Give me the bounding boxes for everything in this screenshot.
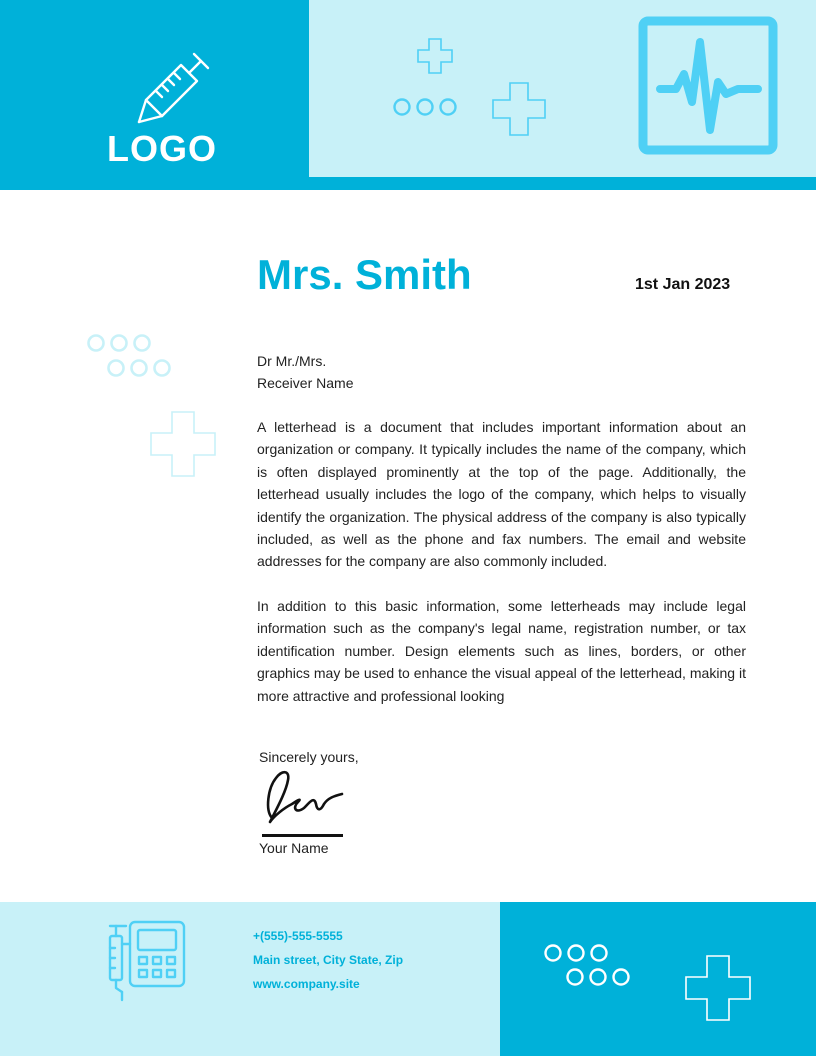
footer-address: Main street, City State, Zip [253,953,404,967]
footer-contact-panel [0,902,500,1056]
header-accent-strip [309,177,816,190]
footer-website: www.company.site [253,977,360,991]
signature [262,766,346,830]
plus-icon [492,82,546,136]
dots-icon [542,942,634,988]
dots-icon [86,334,174,378]
closing-text: Sincerely yours, [259,749,359,765]
letter-title: Mrs. Smith [257,251,472,298]
letter-date: 1st Jan 2023 [635,276,731,293]
body-paragraph: In addition to this basic information, some letterheads may include legal information such as the company's legal name, registration number, or tax identification number. Design elements such as lines, borders, or other graphics may be used to enhance the visual appeal of the letterhead, making it more attractive and professional looking [257,598,746,704]
logo-text: LOGO [107,128,217,169]
heartbeat-monitor-icon [638,16,778,155]
receiver-name: Receiver Name [257,375,354,391]
signer-name: Your Name [259,840,329,856]
dots-icon [392,96,460,118]
footer-phone: +(555)-555-5555 [253,929,343,943]
plus-icon [685,955,751,1021]
salutation: Dr Mr./Mrs. [257,353,327,369]
signature-line [262,834,343,837]
recipient-block [257,350,353,394]
syringe-icon [136,52,210,124]
infusion-pump-icon [106,918,188,1002]
plus-icon [417,38,453,74]
body-paragraph: A letterhead is a document that includes important information about an organization or company. It typically includes the name of the company, which is often displayed prominently at the top of the page. Additionally, the letterhead usually includes the logo of the company, which helps to visually identify the organization. The physical address of the company is also typically included, as well as the phone and fax numbers. The email and website addresses for the company are also commonly included. [257,419,746,570]
plus-icon [150,411,216,477]
